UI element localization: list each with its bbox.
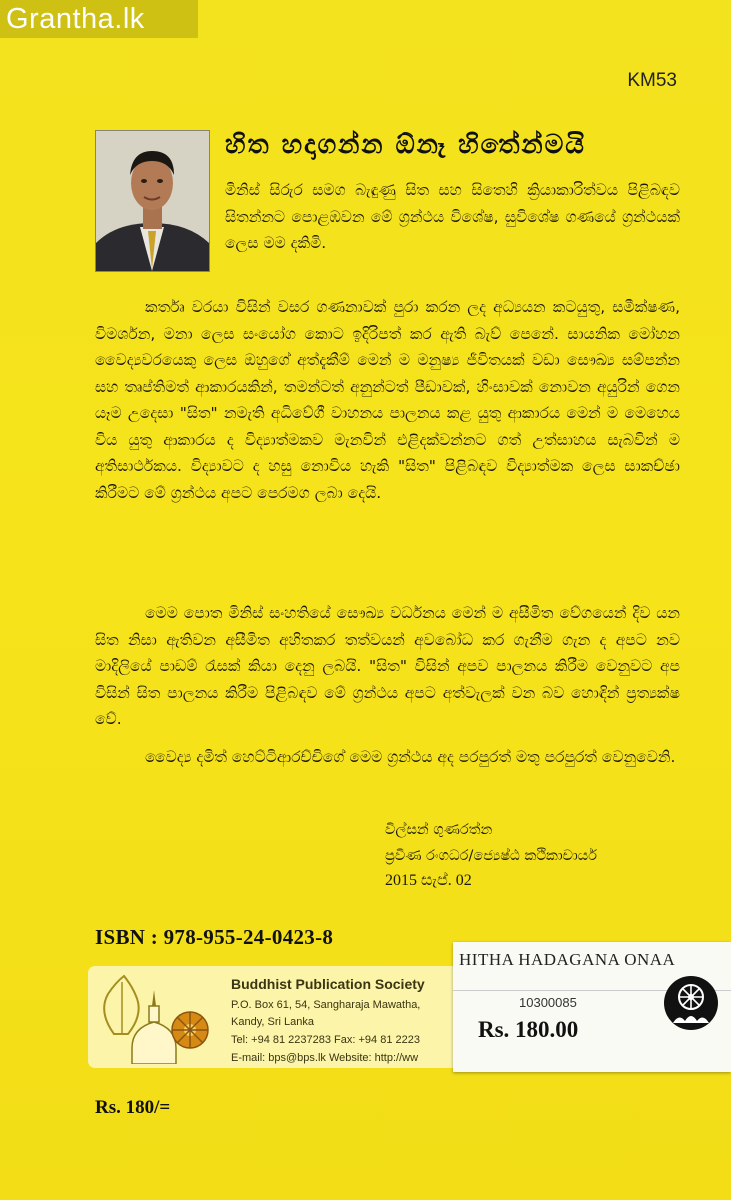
isbn: ISBN : 978-955-24-0423-8 [95,925,334,949]
watermark-logo: Grantha.lk [0,0,198,38]
paragraph-2: කර්තෘ වරයා විසින් වසර ගණනාවක් පුරා කරන ලද අධ්‍යයන කටයුතු, සමීක්ෂණ, විමර්ශන, මනා ලෙස සංයෝග කොට ඉදිරිපත් කර ඇති බැව් පෙනේ. සායනික මෝහන වෛද්‍යවරයෙකු ලෙස ඔහුගේ අත්දැකීම් මෙන් ම මනුෂ්‍ය ජීවිතයක් වඩා සෞඛ්‍ය සම්පන්න සහ තෘප්තිමත් ආකාරයකින්, තමන්ටත් අනුන්ටත් පීඩාවක්, හිංසාවක් නොවන අයුරින් ගෙන යෑම උදෙසා "සිත" නමැති අධිවේගී වාහනය පාලනය කළ යුතු ආකාරය මෙන් ම මෙහෙය විය යුතු ආකාරය ද විද්‍යාත්මකව මැනවින් එළිදක්වන්නට ගත් උත්සාහය සැබවින් ම අතිසාර්ථකය. විද්‍යාවට ද හසු නොවිය හැකි "සිත" පිළිබඳව විද්‍යාත්මක ලෙස සාකච්ඡා කිරීමට මේ ග්‍රන්ථය අපට පෙරමග ලබා දෙයි. [95,298,680,502]
book-code: KM53 [627,70,677,91]
signature-role: ප්‍රවීණ රංගධර/ජ්‍යෙෂ්ඨ කථිකාචාර්ය [385,848,597,864]
publisher-box [88,966,468,1068]
paragraph-4: වෛද්‍ය දමිත් හෙට්ටිආරච්චිගේ මෙම ග්‍රන්ථය අද පරපුරත් මතු පරපුරත් වෙනුවෙනි. [145,748,676,766]
publisher-phone: Tel: +94 81 2237283 Fax: +94 81 2223 [231,1034,420,1046]
price-sticker [453,942,731,1072]
sticker-price: Rs. 180.00 [478,1017,579,1042]
sticker-title: HITHA HADAGANA ONAA [459,950,676,969]
publisher-email: E-mail: bps@bps.lk Website: http://ww [231,1052,419,1064]
cover-price: Rs. 180/= [95,1097,171,1118]
signature-date: 2015 සැප්. 02 [385,872,472,889]
sticker-code: 10300085 [519,995,577,1010]
author-photo [95,130,210,272]
publisher-name: Buddhist Publication Society [231,976,425,992]
publisher-address-2: Kandy, Sri Lanka [231,1016,314,1028]
signature-name: විල්සන් ගුණරත්න [385,822,493,838]
stupa-bodhi-leaf-icon [94,972,214,1064]
book-title: හිත හදාගන්න ඕනෑ හිතේන්මයි [225,130,586,160]
publisher-address-1: P.O. Box 61, 54, Sangharaja Mawatha, [231,999,421,1011]
paragraph-3: මෙම පොත මිනිස් සංහතියේ සෞඛ්‍ය වර්ධනය මෙන් ම අසීමිත වේගයෙන් දිව යන සිත නිසා ඇතිවන අසීමිත අහිතකර තත්වයන් අවබෝධ කර ගැනීම ගැන ද අපට නව මාදිලියේ පාඩම් රැසක් කියා දෙනු ලබයි. "සිත" විසින් අපව පාලනය කිරීම වෙනුවට අප විසින් සිත පාලනය කිරීම පිළිබඳව මේ ග්‍රන්ථය අපට අත්වැලක් වන බව හොඳින් ප්‍රත්‍යක්ෂ වේ. [95,604,680,728]
dharma-wheel-lotus-icon [661,975,721,1035]
paragraph-1: මිනිස් සිරුර සමග බැඳුණු සිත සහ සිතෙහි ක්‍රියාකාරිත්වය පිළිබඳව සිතන්නට පොළඹවන මේ ග්‍රන්ථය විශේෂ, සුවිශේෂ ගණයේ ග්‍රන්ථයක් ලෙස මම දකිමි. [225,181,680,252]
